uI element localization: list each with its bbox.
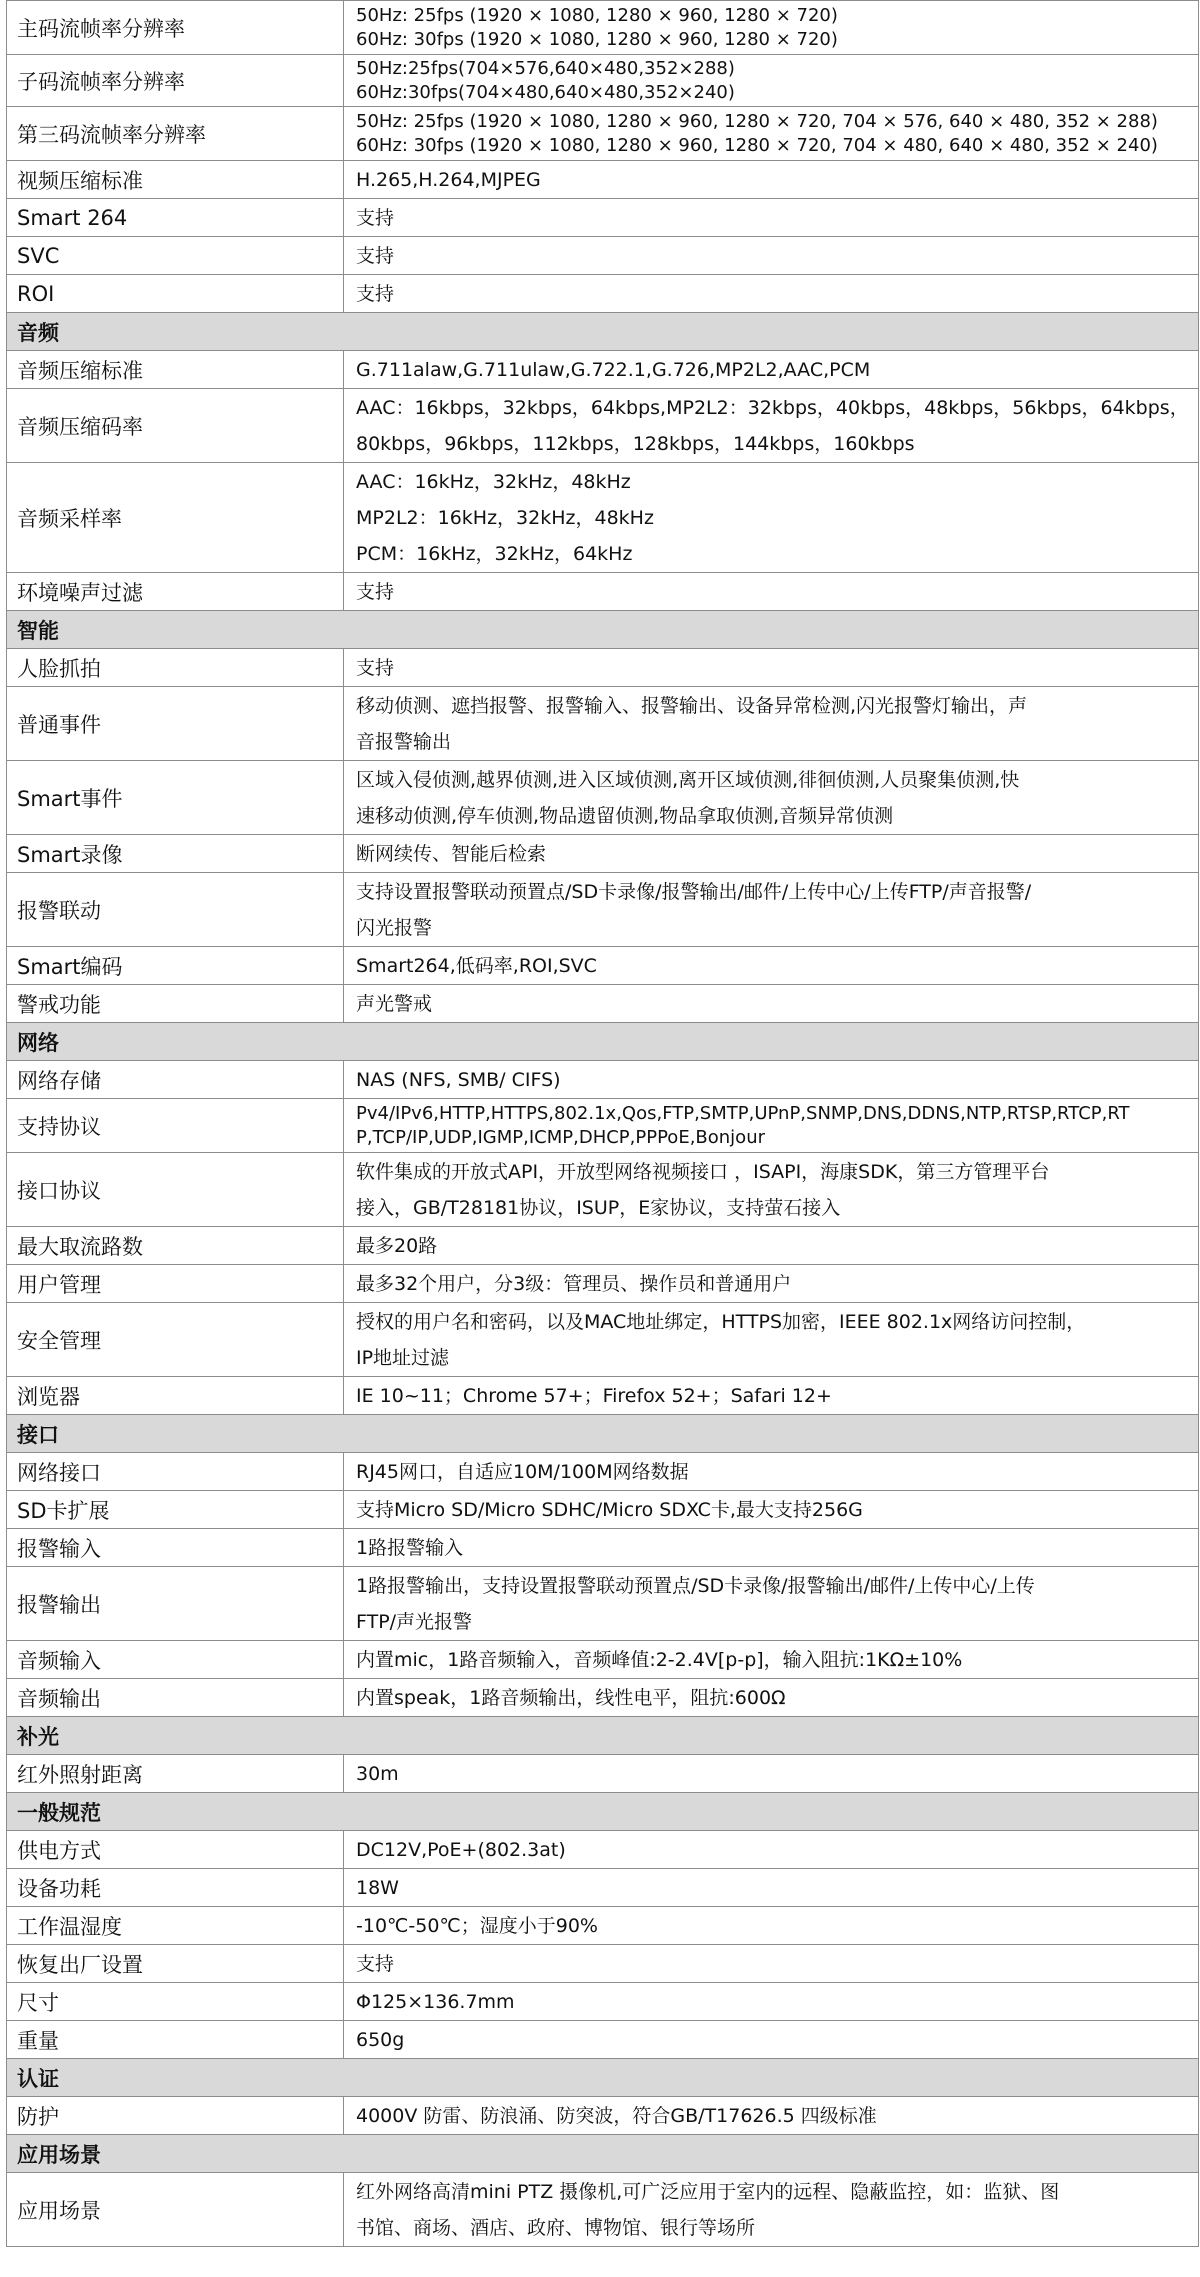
- spec-value-line: 音报警输出: [356, 730, 452, 753]
- spec-row: [7, 1303, 1199, 1377]
- spec-row: [7, 1641, 1199, 1679]
- spec-table-body: [7, 1, 1199, 2247]
- spec-value: [344, 1755, 1199, 1793]
- spec-value-line: 50Hz: 25fps (1920 × 1080, 1280 × 960, 1280 × 720): [356, 4, 838, 26]
- spec-label: 供电方式: [7, 1831, 344, 1869]
- spec-label: 报警联动: [7, 873, 344, 947]
- spec-label: 尺寸: [7, 1983, 344, 2021]
- spec-value-line: AAC：16kHz，32kHz，48kHz: [356, 470, 631, 493]
- spec-row: [7, 1377, 1199, 1415]
- spec-row: [7, 55, 1199, 107]
- spec-value: [344, 1983, 1199, 2021]
- spec-row: [7, 1831, 1199, 1869]
- spec-value-line: IP地址过滤: [356, 1346, 450, 1369]
- spec-label: 音频采样率: [7, 463, 344, 573]
- spec-value-line: 650g: [356, 2028, 405, 2051]
- spec-row: [7, 463, 1199, 573]
- spec-value-line: 红外网络高清mini PTZ 摄像机,可广泛应用于室内的远程、隐蔽监控，如：监狱、图: [356, 2180, 1060, 2203]
- spec-value-line: G.711alaw,G.711ulaw,G.722.1,G.726,MP2L2,AAC,PCM: [356, 358, 871, 381]
- section-header: [7, 1793, 1199, 1831]
- spec-row: [7, 835, 1199, 873]
- section-title: 一般规范: [7, 1793, 1199, 1831]
- spec-row: [7, 1453, 1199, 1491]
- spec-value: [344, 1529, 1199, 1567]
- spec-value: [344, 275, 1199, 313]
- spec-value: [344, 947, 1199, 985]
- spec-value: [344, 1227, 1199, 1265]
- section-title: 应用场景: [7, 2135, 1199, 2173]
- spec-value: [344, 351, 1199, 389]
- spec-row: [7, 1567, 1199, 1641]
- spec-row: [7, 1983, 1199, 2021]
- section-header: [7, 611, 1199, 649]
- spec-row: [7, 1061, 1199, 1099]
- spec-label: 警戒功能: [7, 985, 344, 1023]
- spec-row: [7, 1491, 1199, 1529]
- spec-value-line: RJ45网口，自适应10M/100M网络数据: [356, 1460, 689, 1483]
- spec-label: 普通事件: [7, 687, 344, 761]
- spec-value: [344, 1153, 1199, 1227]
- spec-label: 浏览器: [7, 1377, 344, 1415]
- spec-value-line: 断网续传、智能后检索: [356, 842, 547, 865]
- spec-value-line: 授权的用户名和密码，以及MAC地址绑定，HTTPS加密，IEEE 802.1x网络访问控制，: [356, 1310, 1086, 1333]
- spec-value-line: H.265,H.264,MJPEG: [356, 168, 541, 191]
- spec-label: SVC: [7, 237, 344, 275]
- spec-value: [344, 2021, 1199, 2059]
- spec-value-line: 区域入侵侦测,越界侦测,进入区域侦测,离开区域侦测,徘徊侦测,人员聚集侦测,快: [356, 768, 1020, 791]
- spec-value: [344, 873, 1199, 947]
- section-title: 音频: [7, 313, 1199, 351]
- spec-row: [7, 2173, 1199, 2247]
- spec-value-line: 书馆、商场、酒店、政府、博物馆、银行等场所: [356, 2216, 756, 2239]
- spec-value: [344, 649, 1199, 687]
- spec-row: [7, 161, 1199, 199]
- spec-value-line: 声光警戒: [356, 992, 433, 1015]
- spec-value: [344, 573, 1199, 611]
- spec-value-line: AAC：16kbps，32kbps，64kbps,MP2L2：32kbps，40kbps，48kbps，56kbps，64kbps，: [356, 396, 1189, 419]
- spec-value: [344, 2097, 1199, 2135]
- spec-value-line: Φ125×136.7mm: [356, 1990, 515, 2013]
- spec-label: 音频输出: [7, 1679, 344, 1717]
- spec-row: [7, 985, 1199, 1023]
- spec-value: [344, 161, 1199, 199]
- spec-row: [7, 1, 1199, 55]
- spec-row: [7, 1099, 1199, 1153]
- spec-label: 主码流帧率分辨率: [7, 1, 344, 55]
- spec-value-line: 30m: [356, 1762, 399, 1785]
- spec-row: [7, 107, 1199, 161]
- spec-value: [344, 835, 1199, 873]
- spec-value-line: P,TCP/IP,UDP,IGMP,ICMP,DHCP,PPPoE,Bonjour: [356, 1126, 766, 1148]
- spec-value: [344, 389, 1199, 463]
- spec-value: [344, 1945, 1199, 1983]
- spec-value-line: 80kbps，96kbps，112kbps，128kbps，144kbps，160kbps: [356, 432, 915, 455]
- spec-value: [344, 1, 1199, 55]
- spec-row: [7, 1265, 1199, 1303]
- spec-value: [344, 55, 1199, 107]
- spec-value-line: 最多20路: [356, 1234, 438, 1257]
- spec-row: [7, 1227, 1199, 1265]
- spec-value: [344, 1679, 1199, 1717]
- spec-value-line: FTP/声光报警: [356, 1610, 473, 1633]
- section-title: 补光: [7, 1717, 1199, 1755]
- spec-row: [7, 2097, 1199, 2135]
- spec-value-line: IE 10~11；Chrome 57+；Firefox 52+；Safari 12+: [356, 1384, 832, 1407]
- spec-value-line: 软件集成的开放式API，开放型网络视频接口 ，ISAPI，海康SDK，第三方管理平台: [356, 1160, 1050, 1183]
- spec-value: [344, 1831, 1199, 1869]
- spec-value: [344, 1303, 1199, 1377]
- spec-row: [7, 761, 1199, 835]
- spec-value-line: 支持: [356, 1952, 395, 1975]
- spec-value-line: 60Hz: 30fps (1920 × 1080, 1280 × 960, 1280 × 720, 704 × 480, 640 × 480, 352 × 240): [356, 134, 1158, 156]
- spec-value-line: 闪光报警: [356, 916, 433, 939]
- section-title: 认证: [7, 2059, 1199, 2097]
- section-title: 网络: [7, 1023, 1199, 1061]
- spec-row: [7, 237, 1199, 275]
- spec-label: 视频压缩标准: [7, 161, 344, 199]
- spec-row: [7, 1869, 1199, 1907]
- spec-label: 用户管理: [7, 1265, 344, 1303]
- spec-value-line: 最多32个用户，分3级：管理员、操作员和普通用户: [356, 1272, 792, 1295]
- spec-row: [7, 1679, 1199, 1717]
- spec-value-line: Smart264,低码率,ROI,SVC: [356, 954, 597, 977]
- spec-value-line: 移动侦测、遮挡报警、报警输入、报警输出、设备异常检测,闪光报警灯输出，声: [356, 694, 1028, 717]
- spec-label: 环境噪声过滤: [7, 573, 344, 611]
- spec-row: [7, 275, 1199, 313]
- spec-value: [344, 1377, 1199, 1415]
- spec-row: [7, 389, 1199, 463]
- spec-value: [344, 1567, 1199, 1641]
- section-header: [7, 1023, 1199, 1061]
- section-title: 接口: [7, 1415, 1199, 1453]
- spec-value-line: -10℃-50℃；湿度小于90%: [356, 1914, 598, 1937]
- section-header: [7, 1717, 1199, 1755]
- section-header: [7, 2135, 1199, 2173]
- spec-row: [7, 649, 1199, 687]
- spec-value: [344, 463, 1199, 573]
- section-header: [7, 1415, 1199, 1453]
- spec-value-line: 支持: [356, 244, 395, 267]
- spec-value-line: 支持Micro SD/Micro SDHC/Micro SDXC卡,最大支持256G: [356, 1498, 863, 1521]
- spec-value-line: Pv4/IPv6,HTTP,HTTPS,802.1x,Qos,FTP,SMTP,UPnP,SNMP,DNS,DDNS,NTP,RTSP,RTCP,RT: [356, 1102, 1130, 1124]
- spec-label: 恢复出厂设置: [7, 1945, 344, 1983]
- spec-row: [7, 351, 1199, 389]
- section-header: [7, 2059, 1199, 2097]
- spec-label: 音频输入: [7, 1641, 344, 1679]
- spec-value-line: 4000V 防雷、防浪涌、防突波，符合GB/T17626.5 四级标准: [356, 2104, 877, 2127]
- spec-value: [344, 1099, 1199, 1153]
- spec-value-line: 18W: [356, 1876, 399, 1899]
- spec-value: [344, 1265, 1199, 1303]
- spec-value-line: 50Hz:25fps(704×576,640×480,352×288): [356, 57, 735, 79]
- spec-label: Smart录像: [7, 835, 344, 873]
- spec-value-line: 支持: [356, 282, 395, 305]
- spec-value-line: DC12V,PoE+(802.3at): [356, 1838, 566, 1861]
- spec-label: 支持协议: [7, 1099, 344, 1153]
- spec-row: [7, 947, 1199, 985]
- spec-value: [344, 2173, 1199, 2247]
- spec-label: SD卡扩展: [7, 1491, 344, 1529]
- spec-value: [344, 237, 1199, 275]
- spec-label: 报警输出: [7, 1567, 344, 1641]
- spec-value-line: 接入，GB/T28181协议，ISUP，E家协议，支持萤石接入: [356, 1196, 841, 1219]
- spec-value-line: 支持: [356, 206, 395, 229]
- spec-value: [344, 1061, 1199, 1099]
- spec-value-line: 支持: [356, 580, 395, 603]
- spec-label: 接口协议: [7, 1153, 344, 1227]
- spec-row: [7, 1907, 1199, 1945]
- spec-row: [7, 873, 1199, 947]
- spec-label: 红外照射距离: [7, 1755, 344, 1793]
- spec-value: [344, 1641, 1199, 1679]
- spec-value-line: 速移动侦测,停车侦测,物品遗留侦测,物品拿取侦测,音频异常侦测: [356, 804, 894, 827]
- spec-value-line: 内置mic，1路音频输入，音频峰值:2-2.4V[p-p]，输入阻抗:1KΩ±10%: [356, 1648, 963, 1671]
- spec-label: 最大取流路数: [7, 1227, 344, 1265]
- spec-label: 安全管理: [7, 1303, 344, 1377]
- spec-value: [344, 687, 1199, 761]
- spec-label: 应用场景: [7, 2173, 344, 2247]
- spec-value-line: 1路报警输出，支持设置报警联动预置点/SD卡录像/报警输出/邮件/上传中心/上传: [356, 1574, 1035, 1597]
- spec-value: [344, 761, 1199, 835]
- spec-value-line: 支持: [356, 656, 395, 679]
- spec-value: [344, 107, 1199, 161]
- spec-row: [7, 687, 1199, 761]
- spec-label: Smart事件: [7, 761, 344, 835]
- spec-label: ROI: [7, 275, 344, 313]
- spec-label: 子码流帧率分辨率: [7, 55, 344, 107]
- spec-row: [7, 573, 1199, 611]
- spec-value-line: NAS (NFS, SMB/ CIFS): [356, 1068, 561, 1091]
- spec-label: 网络存储: [7, 1061, 344, 1099]
- spec-row: [7, 1529, 1199, 1567]
- spec-row: [7, 2021, 1199, 2059]
- spec-label: 报警输入: [7, 1529, 344, 1567]
- spec-value-line: 1路报警输入: [356, 1536, 464, 1559]
- spec-value: [344, 1453, 1199, 1491]
- spec-value-line: PCM：16kHz，32kHz，64kHz: [356, 542, 633, 565]
- spec-value: [344, 1907, 1199, 1945]
- spec-value-line: 支持设置报警联动预置点/SD卡录像/报警输出/邮件/上传中心/上传FTP/声音报警/: [356, 880, 1032, 903]
- spec-value: [344, 1869, 1199, 1907]
- spec-value: [344, 985, 1199, 1023]
- spec-value-line: 50Hz: 25fps (1920 × 1080, 1280 × 960, 1280 × 720, 704 × 576, 640 × 480, 352 × 288): [356, 110, 1158, 132]
- spec-label: 音频压缩标准: [7, 351, 344, 389]
- spec-row: [7, 199, 1199, 237]
- spec-value: [344, 1491, 1199, 1529]
- spec-label: 第三码流帧率分辨率: [7, 107, 344, 161]
- section-header: [7, 313, 1199, 351]
- spec-label: 设备功耗: [7, 1869, 344, 1907]
- spec-label: 网络接口: [7, 1453, 344, 1491]
- spec-table: [6, 0, 1199, 2247]
- spec-value-line: 内置speak，1路音频输出，线性电平，阻抗:600Ω: [356, 1686, 786, 1709]
- spec-label: 工作温湿度: [7, 1907, 344, 1945]
- spec-value-line: MP2L2：16kHz，32kHz，48kHz: [356, 506, 654, 529]
- spec-label: Smart 264: [7, 199, 344, 237]
- spec-value: [344, 199, 1199, 237]
- spec-value-line: 60Hz:30fps(704×480,640×480,352×240): [356, 81, 735, 103]
- spec-row: [7, 1153, 1199, 1227]
- spec-label: 防护: [7, 2097, 344, 2135]
- spec-value-line: 60Hz: 30fps (1920 × 1080, 1280 × 960, 1280 × 720): [356, 28, 838, 50]
- spec-label: Smart编码: [7, 947, 344, 985]
- spec-label: 重量: [7, 2021, 344, 2059]
- spec-label: 人脸抓拍: [7, 649, 344, 687]
- spec-label: 音频压缩码率: [7, 389, 344, 463]
- spec-row: [7, 1755, 1199, 1793]
- section-title: 智能: [7, 611, 1199, 649]
- spec-row: [7, 1945, 1199, 1983]
